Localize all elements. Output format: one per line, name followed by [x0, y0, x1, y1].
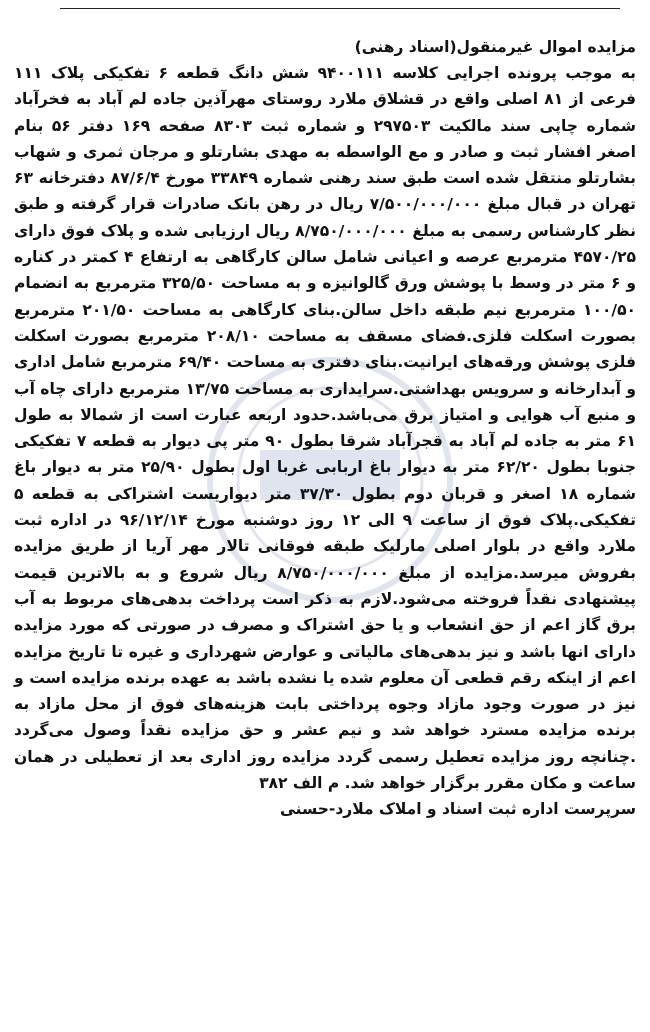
top-divider: [60, 8, 620, 9]
page-bottom-edge: [0, 1020, 650, 1032]
notice-heading: مزایده اموال غیرمنقول(اسناد رهنی): [354, 38, 636, 56]
notice-signature: سرپرست اداره ثبت اسناد و املاک ملارد-حسنی: [279, 800, 636, 819]
notice-body: به موجب پرونده اجرایی کلاسه ۹۴۰۰۱۱۱ شش دانگ قطعه ۶ تفکیکی پلاک ۱۱۱ فرعی از ۸۱ اصلی واقع در قشلاق ملارد روستای مهرآذین جاده لم آباد به فخرآباد شماره چاپی سند مالکیت ۲۹۷۵۰۳ و شماره ثبت ۸۳۰۳ صفحه ۱۶۹ دفتر ۵۶ بنام اصغر افشار ثبت و صادر و مع الواسطه به مهدی بشارتلو و مرجان ثمری و شهاب بشارتلو منتقل شده است طبق سند رهنی شماره ۳۳۸۴۹ مورخ ۸۷/۶/۴ دفترخانه ۶۳ تهران در قبال مبلغ ۷/۵۰۰/۰۰۰/۰۰۰ ریال در رهن بانک صادرات قرار گرفته و طبق نظر کارشناس رسمی به مبلغ ۸/۷۵۰/۰۰۰/۰۰۰ ریال ارزیابی شده و پلاک فوق دارای ۴۵۷۰/۲۵ مترمربع عرصه و اعیانی شامل سالن کارگاهی به ارتفاع ۴ کمتر در کناره و ۶ متر در وسط با پوشش ورق گالوانیزه و به مساحت ۳۲۵/۵۰ مترمربع به انضمام ۱۰۰/۵۰ مترمربع نیم طبقه داخل سالن.بنای کارگاهی به مساحت ۲۰۱/۵۰ مترمربع بصورت اسکلت فلزی.فضای مسقف به مساحت ۲۰۸/۱۰ مترمربع بصورت اسکلت فلزی پوشش ورقه‌های ایرانیت.بنای دفتری به مساحت ۶۹/۴۰ مترمربع شامل اداری و آبدارخانه و سرویس بهداشتی.سرایداری به مساحت ۱۳/۷۵ مترمربع دارای چاه آب و منبع آب هوایی و امتیاز برق می‌باشد.حدود اربعه عبارت است از شمالا به طول ۶۱ متر به جاده لم آباد به قجرآباد شرقا بطول ۹۰ متر پی دیوار به قطعه ۷ تفکیکی جنوبا بطول ۶۲/۲۰ متر به دیوار باغ اربابی غربا اول بطول ۲۵/۹۰ متر به دیوار باغ شماره ۱۸ اصغر و قربان دوم بطول ۳۷/۳۰ متر دیواریست اشتراکی به قطعه ۵ تفکیکی.پلاک فوق از ساعت ۹ الی ۱۲ روز دوشنبه مورخ ۹۶/۱۲/۱۴ در اداره ثبت ملارد واقع در بلوار اصلی مارلیک طبقه فوقانی تالار مهر آریا از طریق مزایده بفروش میرسد.مزایده از مبلغ ۸/۷۵۰/۰۰۰/۰۰۰ ریال شروع و به بالاترین قیمت پیشنهادی نقداً فروخته می‌شود.لازم به ذکر است پرداخت بدهی‌های مربوط به آب برق گاز اعم از حق انشعاب و یا حق اشتراک و مصرف در صورتی که مورد مزایده دارای انها باشد و نیز بدهی‌های مالیاتی و عوارض شهرداری و غیره تا تاریخ مزایده اعم از اینکه رقم قطعی آن معلوم شده یا نشده باشد به عهده برنده مزایده است و نیز در صورت وجود مازاد وجوه پرداختی بابت هزینه‌های فوق از محل مازاد به برنده مزایده مسترد خواهد شد و نیم عشر و حق مزایده نقداً وصول می‌گردد .چنانچه روز مزایده تعطیل رسمی گردد مزایده روز اداری بعد از تعطیلی در همان ساعت و مکان مقرر برگزار خواهد شد. م الف ۳۸۲: [14, 64, 637, 793]
auction-notice: [14, 34, 636, 822]
